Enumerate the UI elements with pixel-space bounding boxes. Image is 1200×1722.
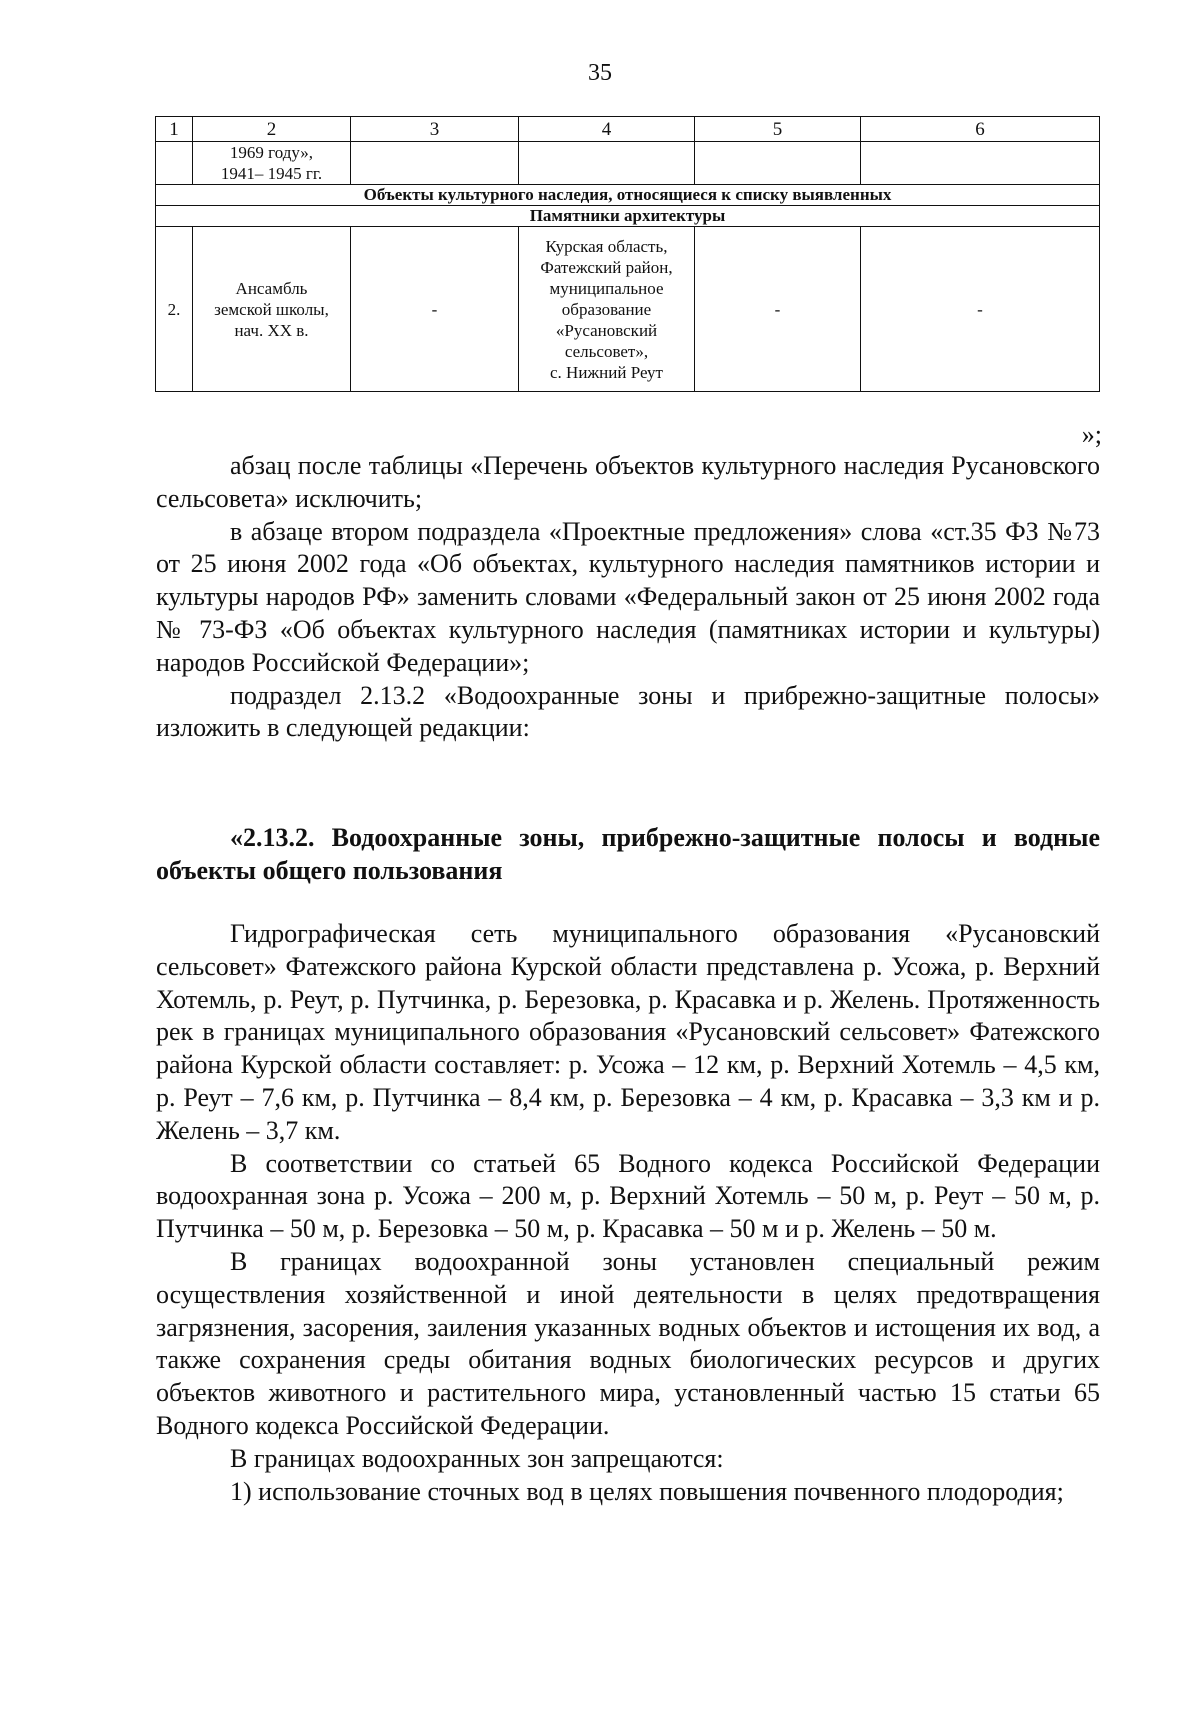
cell-line: «Русановский: [555, 320, 658, 340]
table-header-cell: 5: [695, 117, 861, 142]
table-cell: [156, 142, 193, 185]
section-heading: «2.13.2. Водоохранные зоны, прибрежно-защитные полосы и водные объекты общего пользования: [156, 823, 1100, 885]
cell-line: Ансамбль: [235, 278, 308, 298]
heritage-objects-table: [155, 116, 1100, 392]
table-header-cell: 3: [351, 117, 519, 142]
cell-line: образование: [561, 299, 652, 319]
paragraph: В соответствии со статьей 65 Водного кодекса Российской Федерации водоохранная зона р. Усожа – 200 м, р. Верхний Хотемль – 50 м, р. Реут – 50 м, р. Путчинка – 50 м, р. Березовка – 50 м, р. Красавка – 50 м и р. Желень – 50 м.: [156, 1148, 1100, 1244]
table-cell-address: [519, 227, 695, 392]
table-section-title: Объекты культурного наследия, относящиеся к списку выявленных: [156, 185, 1100, 206]
cell-line: Курская область,: [545, 236, 668, 256]
table-section-row: [156, 185, 1100, 206]
table-cell: [695, 142, 861, 185]
paragraph: 1) использование сточных вод в целях повышения почвенного плодородия;: [230, 1476, 1064, 1506]
closing-quote: »;: [1081, 420, 1102, 449]
cell-line: 1941– 1945 гг.: [220, 164, 323, 183]
cell-line: муниципальное: [549, 278, 664, 298]
cell-line: с. Нижний Реут: [550, 362, 663, 382]
cell-line: земской школы,: [214, 299, 329, 319]
table-cell-number: 2.: [156, 227, 193, 392]
paragraph: подраздел 2.13.2 «Водоохранные зоны и прибрежно-защитные полосы» изложить в следующей редакции:: [156, 680, 1100, 743]
table-cell: [351, 142, 519, 185]
table-subsection-row: [156, 206, 1100, 227]
amendment-paragraphs: [156, 450, 1100, 745]
cell-line: 1969 году»,: [229, 143, 314, 162]
section-body: [156, 918, 1100, 1508]
cell-line: нач. XX в.: [234, 320, 309, 340]
table-row: [156, 227, 1100, 392]
paragraph: В границах водоохранных зон запрещаются:: [230, 1443, 724, 1473]
table-cell: -: [351, 227, 519, 392]
table-cell: [861, 142, 1100, 185]
cell-line: сельсовет»,: [564, 341, 649, 361]
table-cell: [193, 142, 351, 185]
paragraph: Гидрографическая сеть муниципального образования «Русановский сельсовет» Фатежского района Курской области представлена р. Усожа, р. Верхний Хотемль, р. Реут, р. Путчинка, р. Березовка, р. Красавка и р. Желень. Протяженность рек в границах муниципального образования «Русановский сельсовет» Фатежского района Курской области составляет: р. Усожа – 12 км, р. Верхний Хотемль – 4,5 км, р. Реут – 7,6 км, р. Путчинка – 8,4 км, р. Березовка – 4 км, р. Красавка – 3,3 км и р. Желень – 3,7 км.: [156, 919, 1100, 1145]
table-subsection-title: Памятники архитектуры: [156, 206, 1100, 227]
table-row: [156, 142, 1100, 185]
paragraph: абзац после таблицы «Перечень объектов культурного наследия Русановского сельсовета» исключить;: [156, 451, 1100, 513]
table-cell-name: [193, 227, 351, 392]
table-header-cell: 1: [156, 117, 193, 142]
table-header-row: [156, 117, 1100, 142]
table-header-cell: 6: [861, 117, 1100, 142]
page-number: 35: [588, 60, 612, 86]
table-cell: [519, 142, 695, 185]
table-header-cell: 4: [519, 117, 695, 142]
paragraph: В границах водоохранной зоны установлен специальный режим осуществления хозяйственной и иной деятельности в целях предотвращения загрязнения, засорения, заиления указанных водных объектов и истощения их вод, а также сохранения среды обитания водных биологических ресурсов и других объектов животного и растительного мира, установленный частью 15 статьи 65 Водного кодекса Российской Федерации.: [156, 1246, 1100, 1440]
table-cell: -: [861, 227, 1100, 392]
table-header-cell: 2: [193, 117, 351, 142]
table-cell: -: [695, 227, 861, 392]
paragraph: в абзаце втором подраздела «Проектные предложения» слова «ст.35 ФЗ №73 от 25 июня 2002 года «Об объектах, культурного наследия памятников истории и культуры народов РФ» заменить словами «Федеральный закон от 25 июня 2002 года № 73-ФЗ «Об объектах культурного наследия (памятниках истории и культуры) народов Российской Федерации»;: [156, 516, 1100, 677]
section-heading-block: [156, 822, 1100, 888]
cell-line: Фатежский район,: [540, 257, 673, 277]
